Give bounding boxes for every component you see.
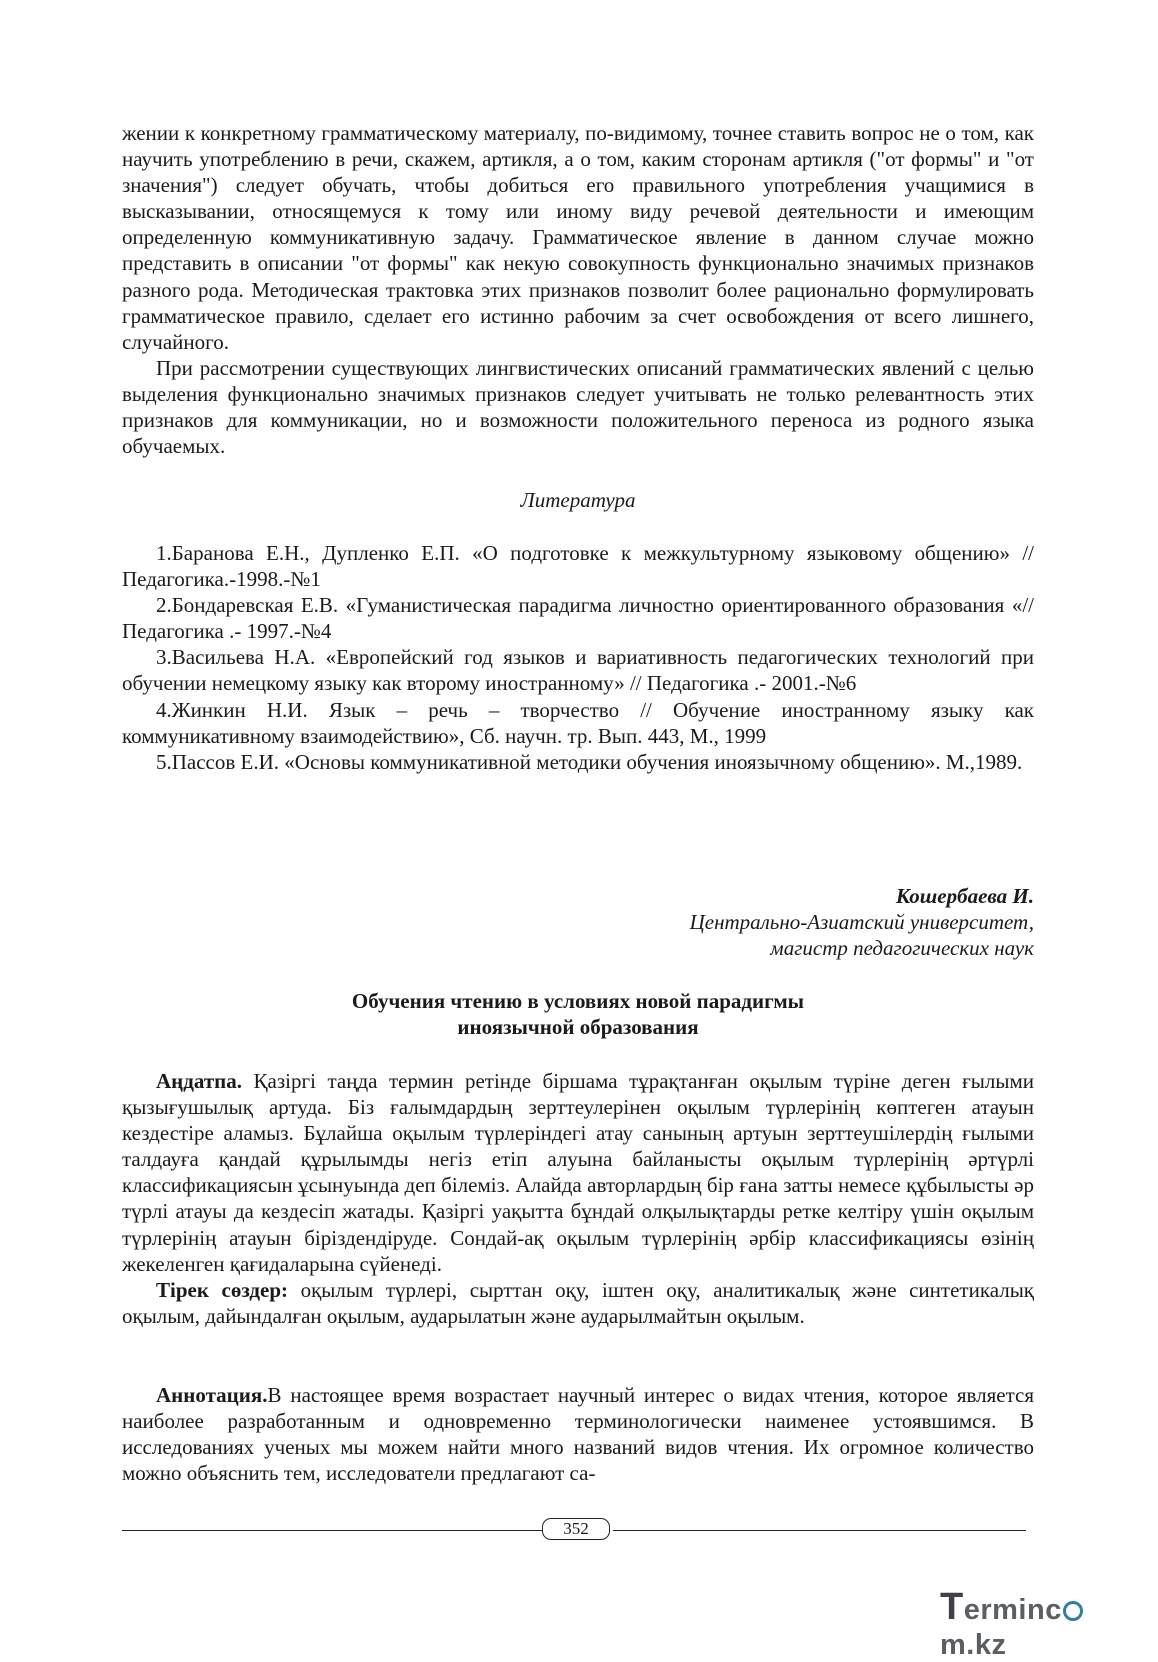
kazakh-keywords-paragraph bbox=[122, 1277, 1034, 1329]
watermark-text-1: erminc bbox=[963, 1594, 1062, 1626]
intro-paragraph-2: При рассмотрении существующих лингвистических описаний грамматических явлений с целью выделения функционально значимых признаков следует учитывать не только релевантность этих признаков для коммуникации, но и возможности положительного переноса из родного языка обучаемых. bbox=[122, 355, 1034, 459]
article-title-line-1: Обучения чтению в условиях новой парадигмы bbox=[351, 989, 805, 1013]
terminco-watermark-logo bbox=[940, 1586, 1140, 1661]
kazakh-abstract-text: Қазіргі таңда термин ретінде біршама тұрақтанған оқылым түріне деген ғылыми қызығушылық артуда. Біз ғалымдардың зерттеулерінен оқылым түрлерінің көптеген атауын кездестіре аламыз. Бұлайша оқылым түрлеріндегі атау санының артуын зерттеушілердің ғылыми талдауға қандай құрылымды негіз етіп алуына байланысты оқылым түрлерінің әртүрлі классификациясын ұсынуында деп білеміз. Алайда авторлардың бір ғана затты немесе құбылысты әр түрлі атауы да кездесіп жатады. Қазіргі уақытта бұндай олқылықтарды ретке келтіру үшін оқылым түрлерінің атауын біріздендіруде. Сондай-ақ оқылым түрлерінің әрбір классификациясы өзінің жекеленген қағидаларына сүйенеді. bbox=[122, 1069, 1034, 1276]
russian-abstract-paragraph bbox=[122, 1382, 1034, 1486]
reference-item: 1.Баранова Е.Н., Дупленко Е.П. «О подготовке к межкультурному языковому общению» // Педагогика.-1998.-№1 bbox=[122, 541, 1034, 592]
reference-item: 5.Пассов Е.И. «Основы коммуникативной методики обучения иноязычному общению». М.,1989. bbox=[156, 749, 1023, 774]
author-degree: магистр педагогических наук bbox=[770, 936, 1034, 961]
watermark-ring-icon bbox=[1063, 1601, 1083, 1621]
kazakh-abstract-lead: Аңдатпа. bbox=[156, 1069, 243, 1093]
intro-section bbox=[122, 120, 1034, 459]
reference-list bbox=[122, 540, 1034, 775]
reference-item: 3.Васильева Н.А. «Европейский год языков и вариативность педагогических технологий при обучении немецкому языку как второму иностранному» // Педагогика .- 2001.-№6 bbox=[122, 645, 1034, 696]
literature-heading: Литература bbox=[520, 488, 636, 512]
footer-divider-left bbox=[122, 1530, 542, 1531]
article-title-line-2: иноязычной образования bbox=[457, 1015, 699, 1039]
russian-abstract-lead: Аннотация. bbox=[156, 1383, 268, 1407]
reference-item: 2.Бондаревская Е.В. «Гуманистическая парадигма личностно ориентированного образования «// Педагогика .- 1997.-№4 bbox=[122, 593, 1034, 644]
russian-abstract-text: В настоящее время возрастает научный интерес о видах чтения, которое является наиболее разработанным и одновременно терминологически наименее устоявшимся. В исследованиях ученых мы можем найти много названий видов чтения. Их огромное количество можно объяснить тем, исследователи предлагают са- bbox=[122, 1383, 1034, 1486]
page-number: 352 bbox=[542, 1518, 610, 1540]
intro-paragraph-1: жении к конкретному грамматическому материалу, по-видимому, точнее ставить вопрос не о том, как научить употреблению в речи, скажем, артикля, а о том, каким сторонам артикля ("от формы" и "от значения") следует обучать, чтобы добиться его правильного употребления учащимися в высказывании, относящемуся к тому или иному виду речевой деятельности и имеющим определенную коммуникативную задачу. Грамматическое явление в данном случае можно представить в описании "от формы" как некую совокупность функционально значимых признаков разного рода. Методическая трактовка этих признаков позволит более рационально формулировать грамматическое правило, сделает его истинно рабочим за счет освобождения от всего лишнего, случайного. bbox=[122, 121, 1034, 354]
reference-item: 4.Жинкин Н.И. Язык – речь – творчество // Обучение иностранному языку как коммуникативному взаимодействию», Сб. научн. тр. Вып. 443, М., 1999 bbox=[122, 697, 1034, 748]
kazakh-abstract bbox=[122, 1068, 1034, 1329]
author-affiliation: Центрально-Азиатский университет, bbox=[689, 910, 1034, 935]
russian-abstract bbox=[122, 1382, 1034, 1486]
watermark-letter-t: T bbox=[940, 1586, 964, 1628]
watermark-text-2: m.kz bbox=[940, 1629, 1007, 1661]
kazakh-keywords-text: оқылым түрлері, сырттан оқу, іштен оқу, аналитикалық және синтетикалық оқылым, дайындалған оқылым, аударылатын және аударылмайтын оқылым. bbox=[122, 1277, 1035, 1328]
author-block bbox=[122, 883, 1034, 961]
article-title bbox=[122, 988, 1034, 1040]
kazakh-keywords-lead: Тірек сөздер: bbox=[156, 1277, 289, 1302]
kazakh-abstract-paragraph bbox=[122, 1068, 1034, 1277]
author-name: Кошербаева И. bbox=[895, 884, 1034, 908]
footer-divider-right bbox=[613, 1530, 1026, 1531]
